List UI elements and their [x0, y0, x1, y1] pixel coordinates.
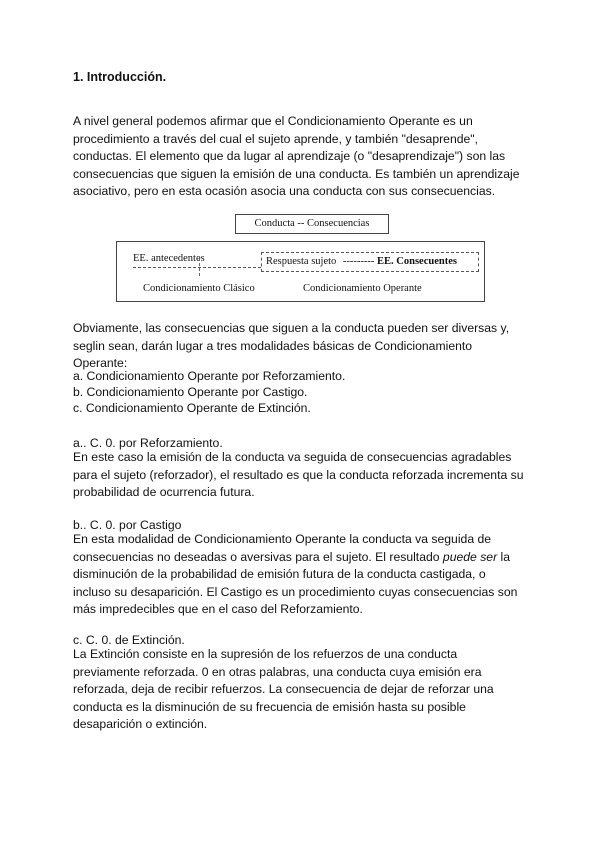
intro-paragraph: [73, 113, 525, 201]
list-item: c. Condicionamiento Operante de Extinción.: [73, 401, 311, 415]
para-line: conducta es la disminución de su frecuencia de emisión hasta su posible: [73, 699, 466, 714]
para-line: [73, 549, 525, 567]
section-c-title: c. C. 0. de Extinción.: [73, 633, 185, 647]
section-b-paragraph: [73, 531, 525, 619]
section-c-paragraph: [73, 646, 525, 734]
dashes: ---------: [342, 256, 375, 267]
diagram-top-box: Conducta -- Consecuencias: [235, 214, 389, 234]
section-heading: 1. Introducción.: [73, 70, 167, 84]
para-line: disminución de la probabilidad de emisión futura de la conducta castigada, o: [73, 567, 486, 582]
respuesta-text: Respuesta sujeto: [266, 256, 337, 267]
para-line: incluso su desaparición. El Castigo es un procedimiento cuyas consecuencias son: [73, 584, 518, 599]
section-a-paragraph: [73, 449, 525, 502]
intro-line: procedimiento a través del cual el sujeto aprende, y también "desaprende",: [73, 131, 478, 146]
para-line: previamente reforzada. 0 en otras palabras, una conducta cuya emisión era: [73, 664, 482, 679]
para-line: En este caso la emisión de la conducta va seguida de consecuencias agradables: [73, 450, 512, 464]
clasico-label: Condicionamiento Clásico: [143, 283, 255, 294]
para-line: En esta modalidad de Condicionamiento Operante la conducta va seguida de: [73, 532, 492, 546]
intro-line: asociativo, pero en esta ocasión asocia una conducta con sus consecuencias.: [73, 184, 496, 199]
antecedentes-text: EE. antecedentes: [133, 253, 205, 264]
consecuentes-text: EE. Consecuentes: [377, 256, 457, 267]
para-line: seglin sean, darán lugar a tres modalidades básicas de Condicionamiento: [73, 338, 473, 353]
connector-line: [199, 258, 201, 276]
para-text: la: [500, 549, 511, 564]
antecedentes-label: [133, 252, 261, 268]
list-item: a. Condicionamiento Operante por Reforzamiento.: [73, 369, 346, 383]
intro-line: consecuencias que siguen la emisión de una conducta. Es también un aprendizaje: [73, 166, 520, 181]
para-line: probabilidad de ocurrencia futura.: [73, 485, 255, 500]
paragraph-modalidades: [73, 320, 525, 373]
emphasis: puede ser: [442, 549, 498, 564]
para-line: Obviamente, las consecuencias que siguen a la conducta pueden ser diversas y,: [73, 321, 510, 335]
section-a-title: a.. C. 0. por Reforzamiento.: [73, 436, 223, 450]
para-line: La Extinción consiste en la supresión de los refuerzos de una conducta: [73, 647, 458, 661]
para-line: para el sujeto (reforzador), el resultado es que la conducta reforzada incrementa su: [73, 467, 524, 482]
intro-line: A nivel general podemos afirmar que el Condicionamiento Operante es un: [73, 114, 473, 128]
para-text: consecuencias no deseadas o aversivas para el sujeto. El resultado: [73, 549, 440, 564]
respuesta-consecuentes-box: [261, 252, 479, 272]
operante-label: Condicionamiento Operante: [303, 283, 422, 294]
list-item: b. Condicionamiento Operante por Castigo.: [73, 385, 308, 399]
intro-line: conductas. El elemento que da lugar al aprendizaje (o "desaprendizaje") son las: [73, 149, 506, 164]
para-line: Operante:: [73, 356, 128, 371]
para-line: desaparición o extinción.: [73, 717, 208, 732]
section-b-title: b.. C. 0. por Castigo: [73, 518, 182, 532]
diagram-main-box: [116, 241, 485, 302]
para-line: más impredecibles que en el caso del Reforzamiento.: [73, 602, 363, 617]
para-line: reforzada, deja de recibir refuerzos. La consecuencia de dejar de reforzar una: [73, 682, 494, 697]
